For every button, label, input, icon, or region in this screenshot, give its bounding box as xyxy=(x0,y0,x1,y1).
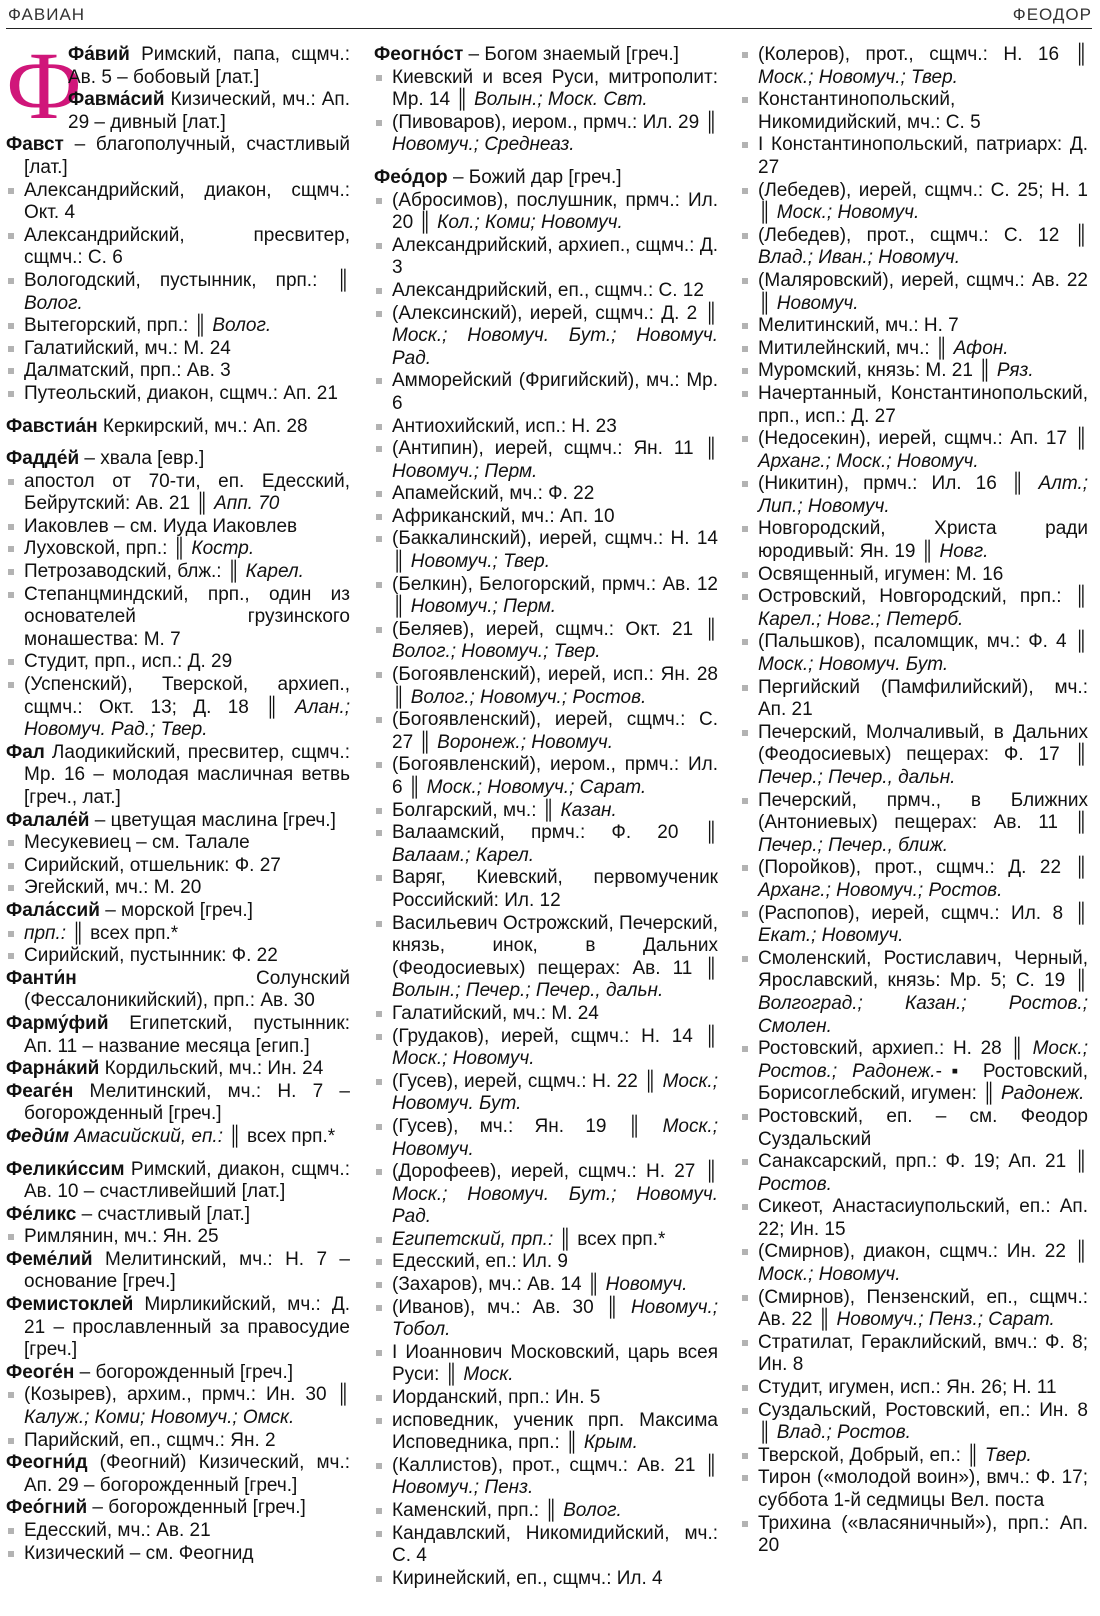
entry-text: Киринейский, еп., сщмч.: Ил. 4 xyxy=(392,1567,663,1589)
sub-entry xyxy=(374,302,724,371)
sub-entry xyxy=(740,518,1094,563)
sub-entry xyxy=(374,573,724,619)
sub-entry xyxy=(740,473,1094,518)
entry-text: Смоленский, Ростиславич, Черный, Ярославский, князь: Мр. 5; С. 19 ║ Волгоград.; Казан.; Ростов.; Смолен. xyxy=(758,947,1094,1037)
sub-entry xyxy=(374,1409,724,1455)
entry-text: (Пивоваров), иером., прмч.: Ил. 29 ║ Новомуч.; Среднеаз. xyxy=(392,111,724,156)
entry-text: Сирийский, отшельник: Ф. 27 xyxy=(24,854,281,876)
entry-text: Валаамский, прмч.: Ф. 20 ║ Валаам.; Карел. xyxy=(392,822,724,866)
sub-entry xyxy=(6,360,350,383)
sub-entry xyxy=(374,1251,718,1274)
entry-text: (Лебедев), прот., сщмч.: С. 12 ║ Влад.; Иван.; Новомуч. xyxy=(758,224,1094,269)
sub-entry xyxy=(374,1115,724,1161)
sub-entry xyxy=(374,483,718,506)
sub-entry xyxy=(740,1399,1094,1445)
entry-text: Феди́м Амасийский, еп.: ║ всех прп.* xyxy=(6,1125,336,1147)
entry-text: (Дорофеев), иерей, сщмч.: Н. 27 ║ Моск.; Новомуч. Бут.; Новомуч. Рад. xyxy=(392,1161,724,1228)
entry-text: (Колеров), прот., сщмч.: Н. 16 ║ Моск.; Новомуч.; Твер. xyxy=(758,44,1094,88)
headword-entry xyxy=(6,741,356,810)
entry-text: Фадде́й – хвала [евр.] xyxy=(6,448,205,470)
sub-entry xyxy=(740,1377,1088,1400)
sub-entry xyxy=(6,383,350,406)
entry-text: (Пальшков), псаломщик, мч.: Ф. 4 ║ Моск.; Новомуч. Бут. xyxy=(758,631,1094,676)
sub-entry xyxy=(374,1070,724,1116)
sub-entry xyxy=(6,1543,350,1566)
entry-text: Африканский, мч.: Ап. 10 xyxy=(392,505,615,527)
column-2 xyxy=(374,44,724,1590)
sub-entry xyxy=(6,855,350,878)
entry-text: Фала́ссий – морской [греч.] xyxy=(6,899,253,921)
sub-entry xyxy=(6,1384,356,1429)
entry-text: Каменский, прп.: ║ Волог. xyxy=(392,1500,622,1521)
sub-entry xyxy=(740,676,1094,722)
entry-text: прп.: ║ всех прп.* xyxy=(24,922,179,944)
entry-text: (Баккалинский), иерей, сщмч.: Н. 14 ║ Новомуч.; Твер. xyxy=(392,528,724,573)
sub-entry xyxy=(740,1467,1094,1512)
entry-text: I Иоаннович Московский, царь всея Руси: ║ Моск. xyxy=(392,1341,724,1386)
entry-text: (Никитин), прмч.: Ил. 16 ║ Алт.; Лип.; Новомуч. xyxy=(758,473,1094,517)
entry-text: Мелитинский, мч.: Н. 7 xyxy=(758,315,959,337)
running-head-right: ФЕОДОР xyxy=(1012,5,1092,24)
headword-entry xyxy=(6,1452,356,1497)
sub-entry xyxy=(6,269,356,315)
entry-text: Фавстиа́н Керкирский, мч.: Ап. 28 xyxy=(6,415,308,437)
entry-text: Феме́лий Мелитинский, мч.: Н. 7 – основание [греч.] xyxy=(6,1248,356,1293)
sub-entry xyxy=(6,923,350,946)
entry-text: Феогно́ст – Богом знаемый [греч.] xyxy=(374,44,679,65)
sub-entry xyxy=(740,428,1094,473)
sub-entry xyxy=(374,66,724,112)
entry-text: Сирийский, пустынник: Ф. 22 xyxy=(24,945,278,967)
entry-text: Фарму́фий Египетский, пустынник: Ап. 11 – название месяца [егип.] xyxy=(6,1012,356,1057)
entry-text: Фео́дор – Божий дар [греч.] xyxy=(374,166,622,188)
entry-text: Вытегорский, прп.: ║ Волог. xyxy=(24,315,272,337)
sub-entry xyxy=(740,134,1094,179)
entry-text: (Лебедев), иерей, сщмч.: С. 25; Н. 1 ║ Моск.; Новомуч. xyxy=(758,179,1094,224)
headword-entry xyxy=(6,1248,356,1294)
entry-text: (Недосекин), иерей, сщмч.: Ап. 17 ║ Арханг.; Моск.; Новомуч. xyxy=(758,428,1094,472)
entry-text: Кандавлский, Никомидийский, мч.: С. 4 xyxy=(392,1522,724,1567)
column-3 xyxy=(740,44,1094,1558)
entry-text: Фе́ликс – счастливый [лат.] xyxy=(6,1203,251,1225)
sub-entry xyxy=(374,280,718,303)
sub-entry xyxy=(374,1500,718,1523)
sub-entry xyxy=(6,832,350,855)
entry-text: Фа́вий Римский, папа, сщмч.: Ав. 5 – бобовый [лат.] xyxy=(68,44,356,88)
entry-text: Муромский, князь: М. 21 ║ Ряз. xyxy=(758,360,1034,382)
page-header xyxy=(6,2,1092,29)
running-head-left: ФАВИАН xyxy=(8,5,86,24)
entry-text: Александрийский, пресвитер, сщмч.: С. 6 xyxy=(24,224,356,269)
sub-entry xyxy=(6,538,350,561)
entry-text: Студит, игумен, исп.: Ян. 26; Н. 11 xyxy=(758,1377,1057,1399)
entry-text: (Грудаков), иерей, сщмч.: Н. 14 ║ Моск.; Новомуч. xyxy=(392,1025,724,1070)
sub-entry xyxy=(6,945,350,968)
entry-text: Ростовский, еп. – см. Феодор Суздальский xyxy=(758,1105,1094,1150)
sub-entry xyxy=(740,1241,1094,1286)
sub-entry xyxy=(740,789,1094,858)
entry-text: (Смирнов), диакон, сщмч.: Ин. 22 ║ Моск.; Новомуч. xyxy=(758,1241,1094,1286)
headword-entry xyxy=(6,1012,356,1058)
entry-text: Стратилат, Гераклийский, вмч.: Ф. 8; Ин. 8 xyxy=(758,1331,1094,1376)
sub-entry xyxy=(740,564,1088,587)
entry-text: Начертанный, Константинопольский, прп., исп.: Д. 27 xyxy=(758,382,1094,427)
entry-text: Фарна́кий Кордильский, мч.: Ин. 24 xyxy=(6,1058,324,1080)
sub-entry xyxy=(740,1038,1094,1106)
headword-entry xyxy=(6,810,350,833)
sub-entry xyxy=(374,370,724,415)
entry-text: (Абросимов), послушник, прмч.: Ил. 20 ║ Кол.; Коми; Новомуч. xyxy=(392,189,724,234)
sub-entry xyxy=(374,867,724,912)
sub-entry xyxy=(374,528,724,573)
sub-entry xyxy=(374,189,724,235)
entry-text: (Беляев), иерей, сщмч.: Окт. 21 ║ Волог.; Новомуч.; Твер. xyxy=(392,618,724,663)
sub-entry xyxy=(740,382,1094,428)
headword-entry xyxy=(6,1497,350,1520)
headword-entry xyxy=(6,1204,350,1227)
entry-text: Фалале́й – цветущая маслина [греч.] xyxy=(6,809,336,831)
entry-text: (Иванов), мч.: Ав. 30 ║ Новомуч.; Тобол. xyxy=(392,1296,724,1341)
entry-text: (Успенский), Тверской, архиеп., сщмч.: Окт. 13; Д. 18 ║ Алан.; Новомуч. Рад.; Твер. xyxy=(24,674,356,741)
entry-text: Константинопольский, Никомидийский, мч.: С. 5 xyxy=(758,89,981,133)
sub-entry xyxy=(740,338,1088,361)
entry-text: Месукевиец – см. Талале xyxy=(24,832,250,854)
entry-text: (Алексинский), иерей, сщмч.: Д. 2 ║ Моск.; Новомуч. Бут.; Новомуч. Рад. xyxy=(392,302,724,369)
entry-text: (Смирнов), Пензенский, еп., сщмч.: Ав. 22 ║ Новомуч.; Пенз.; Сарат. xyxy=(758,1286,1094,1331)
sub-entry xyxy=(740,902,1094,948)
sub-entry xyxy=(374,618,724,664)
entry-text: Островский, Новгородский, прп.: ║ Карел.; Новг.; Петерб. xyxy=(758,586,1094,630)
entry-text: Едесский, еп.: Ил. 9 xyxy=(392,1251,568,1273)
entry-text: (Антипин), иерей, сщмч.: Ян. 11 ║ Новомуч.; Перм. xyxy=(392,438,724,482)
sub-entry xyxy=(740,721,1094,790)
entry-text: Суздальский, Ростовский, еп.: Ин. 8 ║ Влад.; Ростов. xyxy=(758,1399,1094,1444)
headword-entry xyxy=(6,44,356,89)
sub-entry xyxy=(740,315,1088,338)
entry-text: (Богоявленский), иерей, сщмч.: С. 27 ║ Воронеж.; Новомуч. xyxy=(392,709,724,753)
drop-cap-letter: Ф xyxy=(6,32,82,139)
entry-text: Антиохийский, исп.: Н. 23 xyxy=(392,415,617,437)
sub-entry xyxy=(6,651,350,674)
sub-entry xyxy=(374,416,718,439)
entry-text: Варяг, Киевский, первомученик Российский: Ил. 12 xyxy=(392,867,724,911)
entry-text: Галатийский, мч.: М. 24 xyxy=(24,337,231,359)
sub-entry xyxy=(740,586,1094,631)
entry-text: Митилейнский, мч.: ║ Афон. xyxy=(758,337,1009,359)
entry-text: Фанти́н Солунский (Фессалоникийский), прп.: Ав. 30 xyxy=(6,967,356,1012)
entry-text: Галатийский, мч.: М. 24 xyxy=(392,1002,599,1024)
entry-text: Сикеот, Анастасиупольский, еп.: Ап. 22; Ин. 15 xyxy=(758,1196,1094,1240)
sub-entry xyxy=(374,800,718,823)
entry-text: Степанцминдский, прп., один из основателей грузинского монашества: М. 7 xyxy=(24,583,356,650)
entry-text: (Богоявленский), иерей, исп.: Ян. 28 ║ Волог.; Новомуч.; Ростов. xyxy=(392,664,724,708)
sub-entry xyxy=(740,44,1094,89)
sub-entry xyxy=(740,1196,1094,1241)
entry-text: Новгородский, Христа ради юродивый: Ян. 19 ║ Новг. xyxy=(758,518,1094,563)
sub-entry xyxy=(374,1003,718,1026)
sub-entry xyxy=(374,754,724,799)
entry-text: (Гусев), иерей, сщмч.: Н. 22 ║ Моск.; Новомуч. Бут. xyxy=(392,1070,724,1115)
entry-text: (Гусев), мч.: Ян. 19 ║ Моск.; Новомуч. xyxy=(392,1115,724,1160)
entry-text: Феаге́н Мелитинский, мч.: Н. 7 – богорожденный [греч.] xyxy=(6,1080,356,1125)
entry-text: Санаксарский, прп.: Ф. 19; Ап. 21 ║ Ростов. xyxy=(758,1151,1094,1195)
entry-text: Египетский, прп.: ║ всех прп.* xyxy=(392,1228,666,1250)
sub-entry xyxy=(374,1454,724,1500)
sub-entry xyxy=(374,1025,724,1071)
entry-text: (Богоявленский), иером., прмч.: Ил. 6 ║ Моск.; Новомуч.; Сарат. xyxy=(392,754,724,798)
headword-entry xyxy=(6,967,356,1013)
entry-text: (Захаров), мч.: Ав. 14 ║ Новомуч. xyxy=(392,1274,688,1296)
sub-entry xyxy=(374,1296,724,1342)
entry-text: (Маляровский), иерей, сщмч.: Ав. 22 ║ Новомуч. xyxy=(758,269,1094,314)
sub-entry xyxy=(6,561,350,584)
entry-text: Едесский, мч.: Ав. 21 xyxy=(24,1520,211,1541)
sub-entry xyxy=(6,315,350,338)
entry-text: (Белкин), Белогорский, прмч.: Ав. 12 ║ Новомуч.; Перм. xyxy=(392,573,724,618)
sub-entry xyxy=(374,234,724,280)
sub-entry xyxy=(740,1286,1094,1332)
headword-entry xyxy=(6,1362,350,1385)
entry-text: Эгейский, мч.: М. 20 xyxy=(24,877,202,899)
entry-text: исповедник, ученик прп. Максима Исповедника, прп.: ║ Крым. xyxy=(392,1409,724,1454)
sub-entry xyxy=(740,1331,1094,1377)
sub-entry xyxy=(374,111,724,157)
entry-text: Васильевич Острожский, Печерский, князь, инок, в Дальних (Феодосиевых) пещерах: Ав. 11 ║ Волын.; Печер.; Печер., дальн. xyxy=(392,912,724,1002)
entry-text: Иорданский, прп.: Ин. 5 xyxy=(392,1387,601,1409)
entry-text: Александрийский, архиеп., сщмч.: Д. 3 xyxy=(392,234,724,279)
entry-text: I Константинопольский, патриарх: Д. 27 xyxy=(758,134,1094,178)
sub-entry xyxy=(740,631,1094,676)
entry-text: Петрозаводский, блж.: ║ Карел. xyxy=(24,561,304,583)
entry-text: Фавма́сий Кизический, мч.: Ап. 29 – дивный [лат.] xyxy=(68,89,356,133)
entry-text: (Распопов), иерей, сщмч.: Ил. 8 ║ Екат.; Новомуч. xyxy=(758,902,1094,947)
entry-text: Болгарский, мч.: ║ Казан. xyxy=(392,799,617,821)
headword-entry xyxy=(6,89,356,134)
entry-text: Печерский, Молчаливый, в Дальних (Феодосиевых) пещерах: Ф. 17 ║ Печер.; Печер., дальн. xyxy=(758,721,1094,788)
headword-entry xyxy=(6,134,356,179)
entry-text: Пергийский (Памфилийский), мч.: Ап. 21 xyxy=(758,676,1094,721)
entry-text: Далматский, прп.: Ав. 3 xyxy=(24,360,231,382)
entry-text: Тверской, Добрый, еп.: ║ Твер. xyxy=(758,1444,1032,1466)
entry-text: Феогни́д (Феогний) Кизический, мч.: Ап. 29 – богорожденный [греч.] xyxy=(6,1452,356,1496)
sub-entry xyxy=(6,1520,350,1543)
sub-entry xyxy=(374,1387,718,1410)
entry-text: Печерский, прмч., в Ближних (Антониевых) пещерах: Ав. 11 ║ Печер.; Печер., ближ. xyxy=(758,789,1094,856)
headword-entry xyxy=(6,448,350,471)
sub-entry xyxy=(374,912,724,1003)
headword-entry xyxy=(6,1080,356,1126)
sub-entry xyxy=(374,709,724,754)
sub-entry xyxy=(374,1229,718,1252)
headword-entry xyxy=(6,1158,356,1204)
sub-entry xyxy=(374,1568,718,1591)
sub-entry xyxy=(6,516,350,539)
sub-entry xyxy=(740,269,1094,315)
sub-entry xyxy=(6,179,356,225)
entry-text: Парийский, еп., сщмч.: Ян. 2 xyxy=(24,1429,276,1451)
entry-text: Киевский и всея Руси, митрополит: Мр. 14 ║ Волын.; Моск. Свт. xyxy=(392,66,724,111)
sub-entry xyxy=(374,1341,724,1387)
sub-entry xyxy=(740,1445,1088,1468)
entry-text: Фемистоклей Мирликийский, мч.: Д. 21 – прославленный за правосудие [греч.] xyxy=(6,1294,356,1361)
sub-entry xyxy=(374,506,718,529)
entry-text: Александрийский, диакон, сщмч.: Окт. 4 xyxy=(24,179,356,224)
sub-entry xyxy=(6,470,356,516)
entry-text: (Каллистов), прот., сщмч.: Ав. 21 ║ Новомуч.; Пенз. xyxy=(392,1454,724,1499)
sub-entry xyxy=(6,1430,350,1453)
sub-entry xyxy=(740,1151,1094,1196)
headword-entry xyxy=(374,167,718,190)
entry-text: Луховской, прп.: ║ Костр. xyxy=(24,538,255,560)
entry-text: Феоге́н – богорожденный [греч.] xyxy=(6,1361,293,1383)
sub-entry xyxy=(740,360,1088,383)
entry-text: Амморейский (Фригийский), мч.: Мр. 6 xyxy=(392,370,724,414)
headword-entry xyxy=(6,900,350,923)
entry-text: Тирон («молодой воин»), вмч.: Ф. 17; суббота 1-й седмицы Вел. поста xyxy=(758,1467,1094,1511)
sub-entry xyxy=(740,1105,1094,1151)
sub-entry xyxy=(6,338,350,361)
entry-text: Фавст – благополучный, счастливый [лат.] xyxy=(6,134,356,178)
headword-entry xyxy=(6,1294,356,1362)
sub-entry xyxy=(374,1522,724,1568)
headword-entry xyxy=(6,416,350,439)
headword-entry xyxy=(374,44,718,67)
sub-entry xyxy=(740,179,1094,225)
entry-text: (Козырев), архим., прмч.: Ин. 30 ║ Калуж.; Коми; Новомуч.; Омск. xyxy=(24,1384,356,1429)
entry-text: Трихина («власяничный»), прп.: Ап. 20 xyxy=(758,1512,1094,1557)
sub-entry xyxy=(6,583,356,652)
sub-entry xyxy=(374,438,724,483)
entry-text: Фео́гний – богорожденный [греч.] xyxy=(6,1497,306,1519)
column-1 xyxy=(6,32,356,1565)
sub-entry xyxy=(740,947,1094,1038)
entry-text: Вологодский, пустынник, прп.: ║ Волог. xyxy=(24,269,356,314)
sub-entry xyxy=(740,224,1094,270)
headword-entry xyxy=(6,1126,350,1149)
entry-text: Кизический – см. Феогнид xyxy=(24,1542,254,1564)
entry-text: апостол от 70-ти, еп. Едесский, Бейрутский: Ав. 21 ║ Апп. 70 xyxy=(24,470,356,515)
sub-entry xyxy=(6,1226,350,1249)
entry-text: Иаковлев – см. Иуда Иаковлев xyxy=(24,515,298,537)
sub-entry xyxy=(6,224,356,270)
sub-entry xyxy=(374,664,724,709)
entry-text: Путеольский, диакон, сщмч.: Ап. 21 xyxy=(24,382,338,404)
entry-text: Апамейский, мч.: Ф. 22 xyxy=(392,483,595,505)
entry-text: Ростовский, архиеп.: Н. 28 ║ Моск.; Ростов.; Радонеж.-▪ Ростовский, Борисоглебский, игумен: ║ Радонеж. xyxy=(758,1038,1094,1105)
sub-entry xyxy=(6,877,350,900)
entry-text: Александрийский, еп., сщмч.: С. 12 xyxy=(392,279,704,301)
entry-text: Студит, прп., исп.: Д. 29 xyxy=(24,651,233,673)
sub-entry xyxy=(740,1512,1094,1558)
entry-text: Фелики́ссим Римский, диакон, сщмч.: Ав. 10 – счастливейший [лат.] xyxy=(6,1158,356,1203)
sub-entry xyxy=(374,1161,724,1229)
entry-text: Освященный, игумен: М. 16 xyxy=(758,563,1004,585)
entry-text: Римлянин, мч.: Ян. 25 xyxy=(24,1226,219,1248)
entry-text: Фал Лаодикийский, пресвитер, сщмч.: Мр. 16 – молодая масличная ветвь [греч., лат.] xyxy=(6,741,356,808)
sub-entry xyxy=(740,89,1088,134)
sub-entry xyxy=(374,1274,718,1297)
headword-entry xyxy=(6,1058,350,1081)
sub-entry xyxy=(740,857,1094,902)
sub-entry xyxy=(374,822,724,867)
sub-entry xyxy=(6,674,356,742)
entry-text: (Поройков), прот., сщмч.: Д. 22 ║ Арханг.; Новомуч.; Ростов. xyxy=(758,857,1094,901)
